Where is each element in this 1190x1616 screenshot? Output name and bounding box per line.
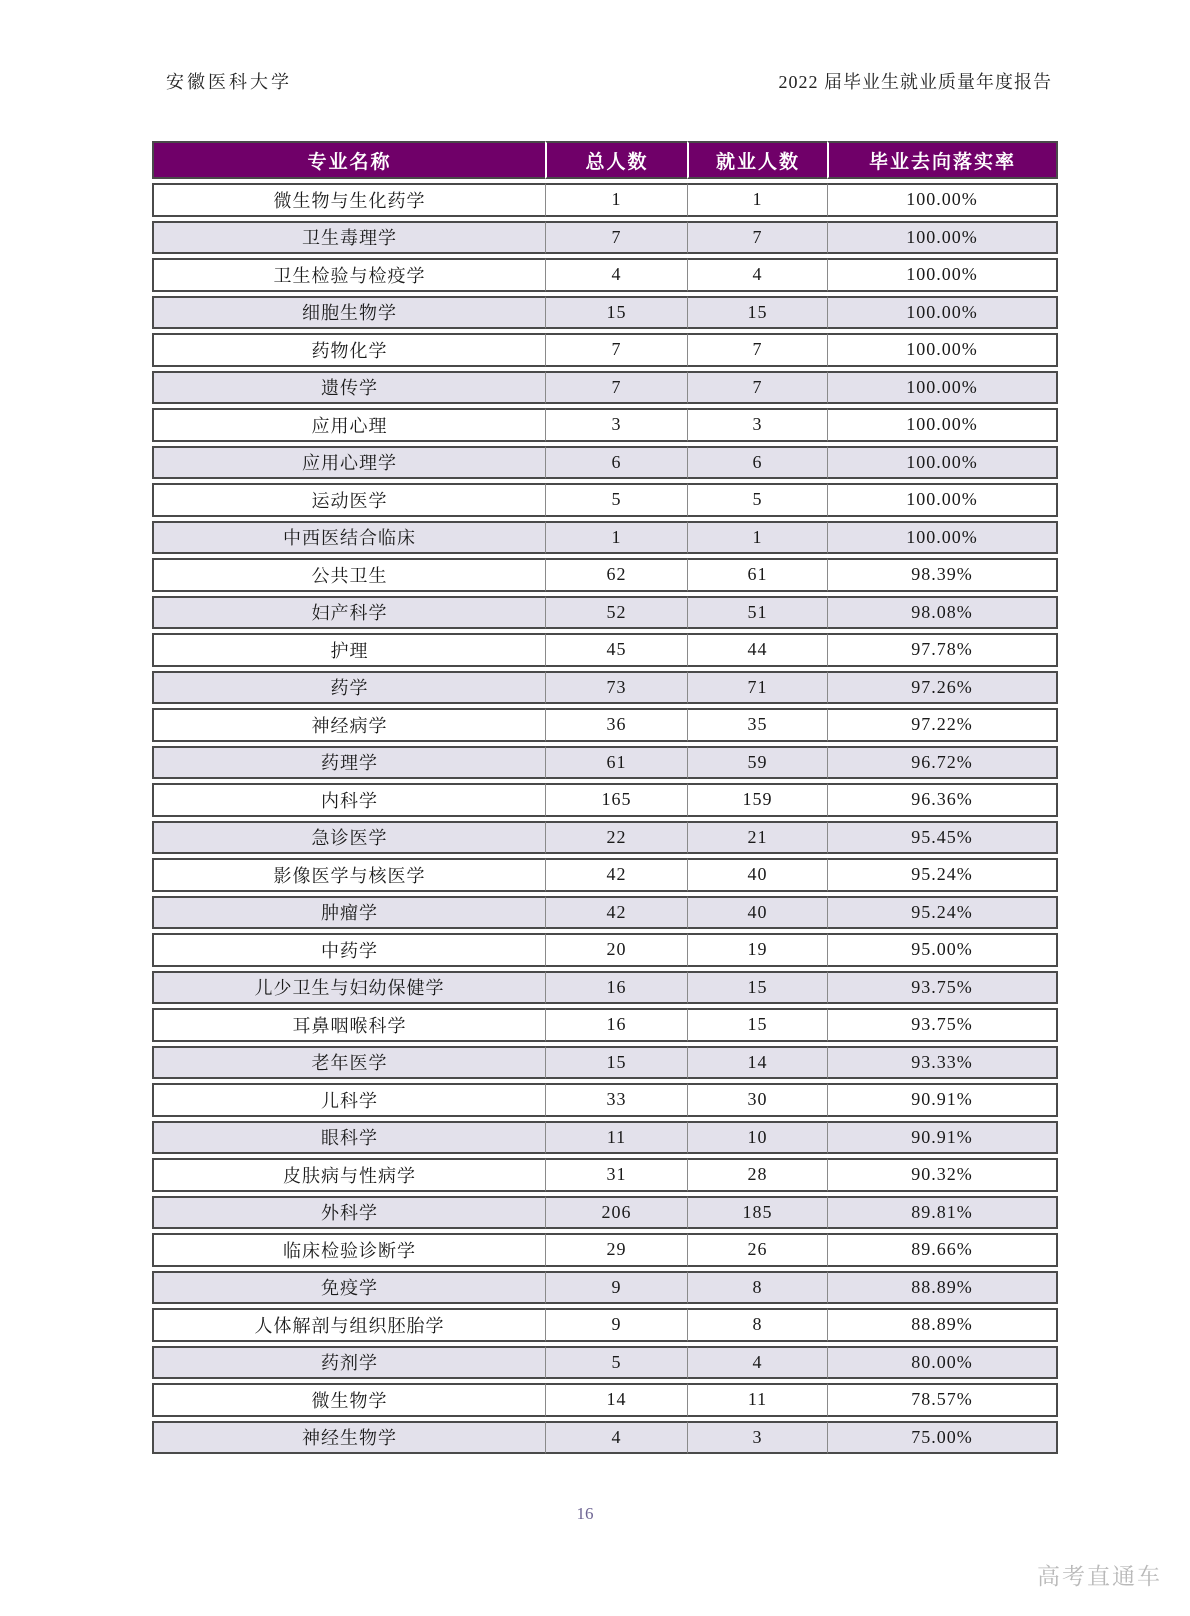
- employment-rate-cell: 96.36%: [827, 783, 1058, 817]
- major-name-cell: 公共卫生: [152, 558, 545, 592]
- employment-rate-cell: 88.89%: [827, 1271, 1058, 1305]
- table-row: [152, 1308, 1058, 1342]
- employment-rate-cell: 100.00%: [827, 258, 1058, 292]
- total-count-cell: 16: [545, 971, 687, 1005]
- total-count-cell: 165: [545, 783, 687, 817]
- major-name-cell: 肿瘤学: [152, 896, 545, 930]
- major-name-cell: 神经病学: [152, 708, 545, 742]
- total-count-cell: 52: [545, 596, 687, 630]
- employed-count-cell: 26: [687, 1233, 827, 1267]
- total-count-cell: 15: [545, 1046, 687, 1080]
- employed-count-cell: 15: [687, 296, 827, 330]
- employed-count-cell: 8: [687, 1308, 827, 1342]
- table-row: [152, 408, 1058, 442]
- header-university-name: 安徽医科大学: [166, 72, 292, 92]
- total-count-cell: 9: [545, 1271, 687, 1305]
- total-count-cell: 6: [545, 446, 687, 480]
- table-row: [152, 708, 1058, 742]
- total-count-cell: 11: [545, 1121, 687, 1155]
- employed-count-cell: 59: [687, 746, 827, 780]
- employed-count-cell: 28: [687, 1158, 827, 1192]
- table-row: [152, 1233, 1058, 1267]
- table-row: [152, 483, 1058, 517]
- employment-rate-cell: 89.81%: [827, 1196, 1058, 1230]
- major-name-cell: 微生物学: [152, 1383, 545, 1417]
- table-row: [152, 596, 1058, 630]
- employment-rate-cell: 100.00%: [827, 333, 1058, 367]
- major-name-cell: 卫生检验与检疫学: [152, 258, 545, 292]
- total-count-cell: 16: [545, 1008, 687, 1042]
- employment-rate-cell: 93.75%: [827, 971, 1058, 1005]
- table-row: [152, 558, 1058, 592]
- table-header-row: [152, 141, 1058, 179]
- employment-rate-cell: 97.26%: [827, 671, 1058, 705]
- employment-rate-cell: 90.91%: [827, 1121, 1058, 1155]
- total-count-cell: 45: [545, 633, 687, 667]
- major-name-cell: 人体解剖与组织胚胎学: [152, 1308, 545, 1342]
- total-count-cell: 15: [545, 296, 687, 330]
- major-name-cell: 儿少卫生与妇幼保健学: [152, 971, 545, 1005]
- total-count-cell: 4: [545, 1421, 687, 1455]
- total-count-cell: 20: [545, 933, 687, 967]
- employment-rate-cell: 93.75%: [827, 1008, 1058, 1042]
- employment-rate-cell: 100.00%: [827, 221, 1058, 255]
- col-header-total-count: 总人数: [545, 141, 687, 179]
- table-row: [152, 896, 1058, 930]
- major-name-cell: 儿科学: [152, 1083, 545, 1117]
- employed-count-cell: 1: [687, 521, 827, 555]
- table-row: [152, 371, 1058, 405]
- table-row: [152, 633, 1058, 667]
- table-row: [152, 971, 1058, 1005]
- major-name-cell: 细胞生物学: [152, 296, 545, 330]
- table-row: [152, 1271, 1058, 1305]
- employment-rate-cell: 93.33%: [827, 1046, 1058, 1080]
- employment-rate-cell: 100.00%: [827, 371, 1058, 405]
- employment-rate-cell: 78.57%: [827, 1383, 1058, 1417]
- table-row: [152, 933, 1058, 967]
- employment-rate-table: [152, 137, 1058, 1458]
- total-count-cell: 7: [545, 371, 687, 405]
- table-row: [152, 1196, 1058, 1230]
- total-count-cell: 7: [545, 221, 687, 255]
- major-name-cell: 老年医学: [152, 1046, 545, 1080]
- table-row: [152, 333, 1058, 367]
- table-row: [152, 858, 1058, 892]
- employed-count-cell: 185: [687, 1196, 827, 1230]
- employed-count-cell: 21: [687, 821, 827, 855]
- employed-count-cell: 15: [687, 1008, 827, 1042]
- total-count-cell: 36: [545, 708, 687, 742]
- major-name-cell: 耳鼻咽喉科学: [152, 1008, 545, 1042]
- employed-count-cell: 44: [687, 633, 827, 667]
- employment-rate-cell: 95.24%: [827, 858, 1058, 892]
- table-row: [152, 671, 1058, 705]
- table-body: [152, 183, 1058, 1454]
- major-name-cell: 药学: [152, 671, 545, 705]
- table-row: [152, 521, 1058, 555]
- employment-rate-cell: 90.32%: [827, 1158, 1058, 1192]
- employed-count-cell: 4: [687, 258, 827, 292]
- major-name-cell: 应用心理: [152, 408, 545, 442]
- page-number: 16: [576, 1504, 594, 1523]
- employed-count-cell: 6: [687, 446, 827, 480]
- major-name-cell: 影像医学与核医学: [152, 858, 545, 892]
- major-name-cell: 遗传学: [152, 371, 545, 405]
- major-name-cell: 外科学: [152, 1196, 545, 1230]
- major-name-cell: 急诊医学: [152, 821, 545, 855]
- document-header: [152, 68, 1052, 94]
- major-name-cell: 神经生物学: [152, 1421, 545, 1455]
- col-header-major-name: 专业名称: [152, 141, 545, 179]
- employment-rate-cell: 100.00%: [827, 408, 1058, 442]
- employed-count-cell: 7: [687, 371, 827, 405]
- major-name-cell: 药物化学: [152, 333, 545, 367]
- total-count-cell: 1: [545, 183, 687, 217]
- table-row: [152, 746, 1058, 780]
- total-count-cell: 33: [545, 1083, 687, 1117]
- total-count-cell: 42: [545, 858, 687, 892]
- table-row: [152, 1121, 1058, 1155]
- table-row: [152, 1158, 1058, 1192]
- table-row: [152, 446, 1058, 480]
- employed-count-cell: 3: [687, 408, 827, 442]
- total-count-cell: 1: [545, 521, 687, 555]
- employed-count-cell: 1: [687, 183, 827, 217]
- employed-count-cell: 8: [687, 1271, 827, 1305]
- employed-count-cell: 14: [687, 1046, 827, 1080]
- major-name-cell: 眼科学: [152, 1121, 545, 1155]
- employed-count-cell: 159: [687, 783, 827, 817]
- employment-rate-cell: 100.00%: [827, 521, 1058, 555]
- header-report-title: 2022 届毕业生就业质量年度报告: [778, 72, 1052, 92]
- employment-rate-cell: 90.91%: [827, 1083, 1058, 1117]
- employment-rate-cell: 89.66%: [827, 1233, 1058, 1267]
- employment-rate-cell: 95.00%: [827, 933, 1058, 967]
- total-count-cell: 14: [545, 1383, 687, 1417]
- table-row: [152, 221, 1058, 255]
- table-row: [152, 1421, 1058, 1455]
- watermark: 高考直通车: [1037, 1564, 1162, 1589]
- employment-rate-cell: 88.89%: [827, 1308, 1058, 1342]
- major-name-cell: 运动医学: [152, 483, 545, 517]
- total-count-cell: 206: [545, 1196, 687, 1230]
- major-name-cell: 微生物与生化药学: [152, 183, 545, 217]
- major-name-cell: 药理学: [152, 746, 545, 780]
- total-count-cell: 9: [545, 1308, 687, 1342]
- total-count-cell: 61: [545, 746, 687, 780]
- table-row: [152, 1008, 1058, 1042]
- table-row: [152, 183, 1058, 217]
- major-name-cell: 护理: [152, 633, 545, 667]
- employed-count-cell: 11: [687, 1383, 827, 1417]
- total-count-cell: 4: [545, 258, 687, 292]
- major-name-cell: 卫生毒理学: [152, 221, 545, 255]
- major-name-cell: 中药学: [152, 933, 545, 967]
- col-header-employed-count: 就业人数: [687, 141, 827, 179]
- total-count-cell: 73: [545, 671, 687, 705]
- total-count-cell: 62: [545, 558, 687, 592]
- major-name-cell: 临床检验诊断学: [152, 1233, 545, 1267]
- employment-rate-cell: 75.00%: [827, 1421, 1058, 1455]
- major-name-cell: 妇产科学: [152, 596, 545, 630]
- major-name-cell: 中西医结合临床: [152, 521, 545, 555]
- major-name-cell: 内科学: [152, 783, 545, 817]
- employment-rate-cell: 100.00%: [827, 183, 1058, 217]
- major-name-cell: 应用心理学: [152, 446, 545, 480]
- employment-rate-cell: 100.00%: [827, 296, 1058, 330]
- total-count-cell: 31: [545, 1158, 687, 1192]
- table-row: [152, 821, 1058, 855]
- employment-rate-cell: 96.72%: [827, 746, 1058, 780]
- employment-rate-cell: 98.39%: [827, 558, 1058, 592]
- employment-rate-cell: 100.00%: [827, 483, 1058, 517]
- table-row: [152, 296, 1058, 330]
- table-row: [152, 1383, 1058, 1417]
- employed-count-cell: 40: [687, 858, 827, 892]
- employed-count-cell: 40: [687, 896, 827, 930]
- table-row: [152, 1346, 1058, 1380]
- employed-count-cell: 5: [687, 483, 827, 517]
- employed-count-cell: 7: [687, 333, 827, 367]
- major-name-cell: 皮肤病与性病学: [152, 1158, 545, 1192]
- table-row: [152, 1083, 1058, 1117]
- table-row: [152, 258, 1058, 292]
- employed-count-cell: 30: [687, 1083, 827, 1117]
- col-header-employment-rate: 毕业去向落实率: [827, 141, 1058, 179]
- employed-count-cell: 3: [687, 1421, 827, 1455]
- employment-rate-cell: 100.00%: [827, 446, 1058, 480]
- total-count-cell: 7: [545, 333, 687, 367]
- employed-count-cell: 4: [687, 1346, 827, 1380]
- employment-rate-cell: 97.22%: [827, 708, 1058, 742]
- employed-count-cell: 61: [687, 558, 827, 592]
- employed-count-cell: 35: [687, 708, 827, 742]
- employment-rate-cell: 97.78%: [827, 633, 1058, 667]
- major-name-cell: 药剂学: [152, 1346, 545, 1380]
- table-row: [152, 1046, 1058, 1080]
- employment-rate-cell: 80.00%: [827, 1346, 1058, 1380]
- total-count-cell: 42: [545, 896, 687, 930]
- employed-count-cell: 7: [687, 221, 827, 255]
- total-count-cell: 5: [545, 483, 687, 517]
- employed-count-cell: 51: [687, 596, 827, 630]
- employed-count-cell: 71: [687, 671, 827, 705]
- employed-count-cell: 19: [687, 933, 827, 967]
- major-name-cell: 免疫学: [152, 1271, 545, 1305]
- total-count-cell: 5: [545, 1346, 687, 1380]
- employment-rate-cell: 98.08%: [827, 596, 1058, 630]
- employment-rate-cell: 95.45%: [827, 821, 1058, 855]
- employed-count-cell: 10: [687, 1121, 827, 1155]
- total-count-cell: 29: [545, 1233, 687, 1267]
- table-row: [152, 783, 1058, 817]
- total-count-cell: 22: [545, 821, 687, 855]
- total-count-cell: 3: [545, 408, 687, 442]
- employment-rate-cell: 95.24%: [827, 896, 1058, 930]
- employed-count-cell: 15: [687, 971, 827, 1005]
